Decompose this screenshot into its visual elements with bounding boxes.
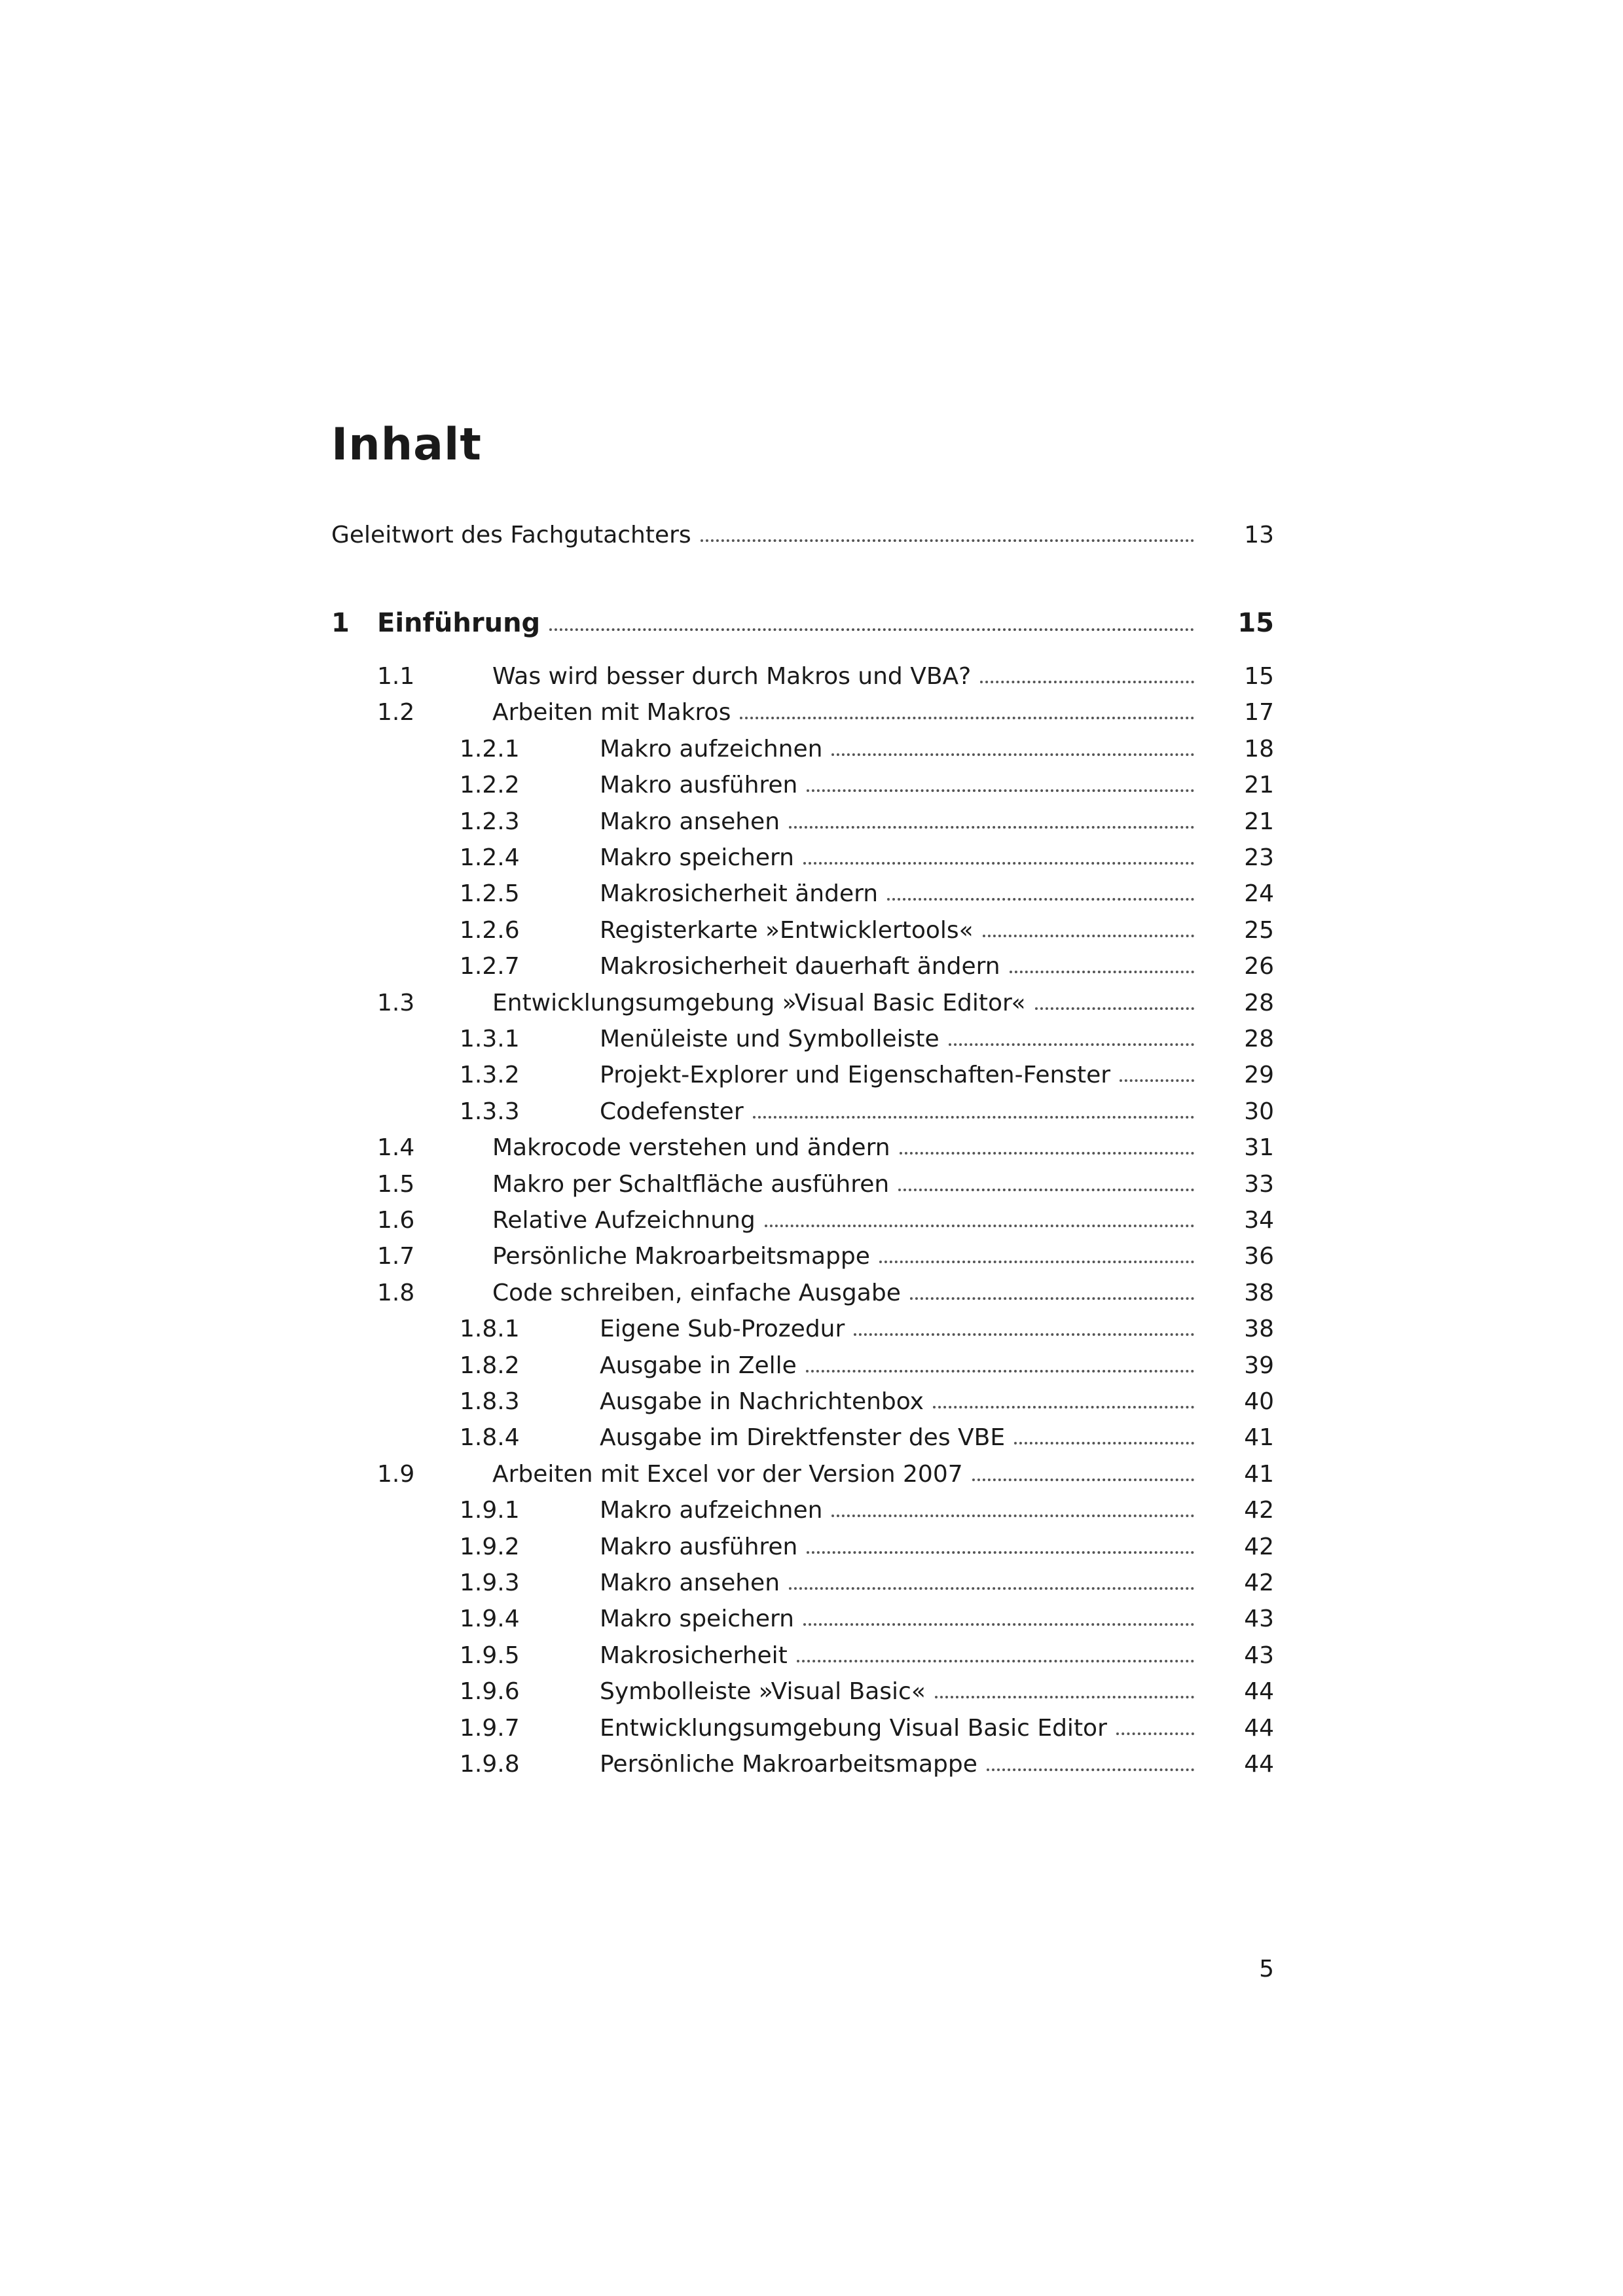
toc-entry xyxy=(331,1486,1274,1522)
toc-entry-title: Projekt-Explorer und Eigenschaften-Fenster xyxy=(600,1062,1111,1088)
toc-entry xyxy=(331,1450,1274,1486)
toc-entry xyxy=(331,942,1274,978)
toc-entry-title: Entwicklungsumgebung Visual Basic Editor xyxy=(600,1715,1107,1742)
toc-entry-title: Makrosicherheit xyxy=(600,1642,788,1669)
toc-entry-title: Makrosicherheit ändern xyxy=(600,880,879,907)
toc-entry xyxy=(331,1304,1274,1341)
toc-entry-page: 17 xyxy=(1244,699,1274,726)
toc-entry xyxy=(331,725,1274,761)
toc-entry-page: 36 xyxy=(1244,1243,1274,1270)
toc-leader-dots xyxy=(1014,1442,1194,1444)
toc-leader-dots xyxy=(1116,1732,1194,1735)
toc-entry-number: 1.9.5 xyxy=(460,1642,520,1669)
toc-leader-dots xyxy=(797,1660,1194,1662)
toc-entry-title: Eigene Sub-Prozedur xyxy=(600,1316,845,1342)
toc-entry-number: 1.3.3 xyxy=(460,1098,520,1125)
toc-leader-dots xyxy=(933,1406,1194,1408)
toc-entry xyxy=(331,1558,1274,1595)
toc-entry-page: 42 xyxy=(1244,1570,1274,1596)
toc-entry xyxy=(331,761,1274,797)
toc-entry xyxy=(331,1631,1274,1668)
toc-entry-number: 1.2.4 xyxy=(460,844,520,871)
toc-leader-dots xyxy=(910,1297,1194,1300)
toc-leader-dots xyxy=(803,1623,1194,1626)
toc-leader-dots xyxy=(854,1333,1194,1336)
toc-entry-title: Geleitwort des Fachgutachters xyxy=(331,522,691,548)
toc-entry-number: 1.2.1 xyxy=(460,736,520,762)
toc-entry-page: 38 xyxy=(1244,1316,1274,1342)
toc-entry-page: 25 xyxy=(1244,917,1274,944)
toc-entry-number: 1.6 xyxy=(377,1207,415,1234)
toc-entry-number: 1.2.2 xyxy=(460,772,520,798)
toc-leader-dots xyxy=(980,681,1194,683)
toc-entry-page: 41 xyxy=(1244,1424,1274,1451)
toc-entry xyxy=(331,1704,1274,1740)
toc-leader-dots xyxy=(1035,1007,1194,1010)
toc-entry-page: 43 xyxy=(1244,1605,1274,1632)
toc-entry-title: Makro ansehen xyxy=(600,1570,780,1596)
toc-entry-title: Makrosicherheit dauerhaft ändern xyxy=(600,953,1000,980)
toc-leader-dots xyxy=(807,1551,1194,1554)
toc-entry xyxy=(331,1014,1274,1051)
toc-entry-number: 1.2.3 xyxy=(460,808,520,835)
toc-entry-page: 39 xyxy=(1244,1352,1274,1379)
toc-entry-title: Menüleiste und Symbolleiste xyxy=(600,1026,939,1052)
toc-entry-title: Persönliche Makroarbeitsmappe xyxy=(600,1751,977,1778)
toc-entry-title: Code schreiben, einfache Ausgabe xyxy=(492,1280,901,1306)
toc-entry xyxy=(331,1740,1274,1776)
toc-entry-number: 1.7 xyxy=(377,1243,415,1270)
toc-entry-number: 1.9.7 xyxy=(460,1715,520,1742)
toc-entry-title: Was wird besser durch Makros und VBA? xyxy=(492,663,972,690)
toc-leader-dots xyxy=(789,826,1194,829)
toc-entry xyxy=(331,1341,1274,1378)
toc-entry xyxy=(331,1232,1274,1268)
toc-entry-number: 1.2.5 xyxy=(460,880,520,907)
toc-leader-dots xyxy=(972,1479,1194,1481)
toc-entry-number: 1.3.2 xyxy=(460,1062,520,1088)
toc-entry xyxy=(331,1196,1274,1232)
toc-entry-page: 23 xyxy=(1244,844,1274,871)
toc-entry-page: 34 xyxy=(1244,1207,1274,1234)
toc-leader-dots xyxy=(806,1370,1194,1372)
toc-entry-number: 1.9.4 xyxy=(460,1605,520,1632)
toc-entry-page: 40 xyxy=(1244,1388,1274,1415)
toc-entry xyxy=(331,1123,1274,1160)
toc-entry-number: 1.9.1 xyxy=(460,1497,520,1524)
toc-leader-dots xyxy=(549,628,1194,631)
toc-entry-page: 29 xyxy=(1244,1062,1274,1088)
toc-entry-page: 30 xyxy=(1244,1098,1274,1125)
toc-leader-dots xyxy=(765,1225,1194,1227)
toc-entry-title: Ausgabe im Direktfenster des VBE xyxy=(600,1424,1006,1451)
toc-entry-title: Makro aufzeichnen xyxy=(600,736,823,762)
toc-entry-title: Arbeiten mit Excel vor der Version 2007 xyxy=(492,1461,963,1488)
toc-entry-number: 1.8.4 xyxy=(460,1424,520,1451)
toc-entry xyxy=(331,1160,1274,1196)
toc-entry-page: 21 xyxy=(1244,808,1274,835)
toc-entry-page: 15 xyxy=(1244,663,1274,690)
toc-entry-page: 18 xyxy=(1244,736,1274,762)
toc-entry-title: Ausgabe in Zelle xyxy=(600,1352,797,1379)
toc-entry-title: Symbolleiste »Visual Basic« xyxy=(600,1678,926,1705)
toc-entry xyxy=(331,1667,1274,1704)
toc-entry xyxy=(331,869,1274,906)
toc-entry-number: 1.5 xyxy=(377,1171,415,1198)
toc-entry-page: 44 xyxy=(1244,1751,1274,1778)
toc-leader-dots xyxy=(807,789,1194,792)
toc-entry-title: Arbeiten mit Makros xyxy=(492,699,731,726)
toc-entry xyxy=(331,978,1274,1015)
toc-entry-title: Ausgabe in Nachrichtenbox xyxy=(600,1388,924,1415)
toc-entry-number: 1.9.6 xyxy=(460,1678,520,1705)
toc-leader-dots xyxy=(898,1189,1194,1191)
toc-entry-number: 1.9 xyxy=(377,1461,415,1488)
toc-leader-dots xyxy=(701,539,1194,542)
toc-entry xyxy=(331,833,1274,870)
toc-entry-number: 1.1 xyxy=(377,663,415,690)
toc-leader-dots xyxy=(900,1152,1194,1155)
toc-entry xyxy=(331,600,1274,636)
toc-leader-dots xyxy=(740,717,1194,719)
toc-entry-page: 31 xyxy=(1244,1134,1274,1161)
toc-entry-page: 42 xyxy=(1244,1534,1274,1560)
toc-entry xyxy=(331,1522,1274,1559)
toc-entry-title: Registerkarte »Entwicklertools« xyxy=(600,917,974,944)
toc-leader-dots xyxy=(983,935,1194,937)
toc-entry xyxy=(331,511,1274,547)
toc-leader-dots xyxy=(887,898,1194,901)
toc-entry xyxy=(331,1377,1274,1414)
toc-entry-number: 1.3.1 xyxy=(460,1026,520,1052)
toc-entry-title: Makro ausführen xyxy=(600,772,798,798)
toc-entry-page: 38 xyxy=(1244,1280,1274,1306)
toc-entry-page: 41 xyxy=(1244,1461,1274,1488)
toc-entry-number: 1.9.2 xyxy=(460,1534,520,1560)
toc-entry-number: 1 xyxy=(331,608,350,638)
toc-entry-page: 42 xyxy=(1244,1497,1274,1524)
toc-entry-title: Makro speichern xyxy=(600,844,794,871)
toc-entry-title: Persönliche Makroarbeitsmappe xyxy=(492,1243,870,1270)
toc-entry-number: 1.4 xyxy=(377,1134,415,1161)
toc-leader-dots xyxy=(1120,1079,1194,1082)
toc-entry-title: Einführung xyxy=(377,608,541,638)
toc-leader-dots xyxy=(803,862,1194,865)
toc-entry-title: Makro ausführen xyxy=(600,1534,798,1560)
toc-entry-title: Makro aufzeichnen xyxy=(600,1497,823,1524)
toc-entry-number: 1.9.8 xyxy=(460,1751,520,1778)
toc-leader-dots xyxy=(935,1696,1194,1698)
toc-leader-dots xyxy=(1010,971,1194,973)
toc-entry-number: 1.8.3 xyxy=(460,1388,520,1415)
toc-entry-page: 21 xyxy=(1244,772,1274,798)
toc-leader-dots xyxy=(949,1043,1194,1046)
toc-entry-page: 44 xyxy=(1244,1715,1274,1742)
page-number: 5 xyxy=(1259,1956,1274,1982)
toc-entry xyxy=(331,1087,1274,1124)
toc-entry-page: 44 xyxy=(1244,1678,1274,1705)
toc-entry-page: 13 xyxy=(1244,522,1274,548)
toc-entry-number: 1.8 xyxy=(377,1280,415,1306)
toc-entry-page: 26 xyxy=(1244,953,1274,980)
toc-entry-number: 1.2 xyxy=(377,699,415,726)
toc-entry-title: Makro ansehen xyxy=(600,808,780,835)
toc-entry xyxy=(331,1050,1274,1087)
toc-entry-title: Makro per Schaltfläche ausführen xyxy=(492,1171,890,1198)
toc-entry-number: 1.3 xyxy=(377,990,415,1016)
toc-entry-number: 1.2.6 xyxy=(460,917,520,944)
toc-entry-number: 1.8.1 xyxy=(460,1316,520,1342)
page-title: Inhalt xyxy=(331,418,482,471)
toc-entry-title: Makro speichern xyxy=(600,1605,794,1632)
toc-leader-dots xyxy=(831,1515,1194,1517)
toc-entry xyxy=(331,797,1274,834)
toc-entry-page: 28 xyxy=(1244,990,1274,1016)
toc-entry-number: 1.9.3 xyxy=(460,1570,520,1596)
toc-entry-title: Entwicklungsumgebung »Visual Basic Editor« xyxy=(492,990,1026,1016)
toc-entry-page: 24 xyxy=(1244,880,1274,907)
toc-entry-page: 28 xyxy=(1244,1026,1274,1052)
toc-leader-dots xyxy=(987,1768,1194,1771)
toc-entry-page: 33 xyxy=(1244,1171,1274,1198)
toc-leader-dots xyxy=(789,1587,1194,1590)
toc-leader-dots xyxy=(879,1261,1194,1263)
toc-entry-title: Relative Aufzeichnung xyxy=(492,1207,756,1234)
toc-entry-number: 1.2.7 xyxy=(460,953,520,980)
toc-leader-dots xyxy=(753,1116,1194,1119)
toc-entry xyxy=(331,906,1274,942)
toc-entry xyxy=(331,652,1274,689)
toc-entry xyxy=(331,688,1274,725)
toc-entry-page: 43 xyxy=(1244,1642,1274,1669)
toc-entry xyxy=(331,1268,1274,1305)
toc-entry-title: Codefenster xyxy=(600,1098,744,1125)
toc-entry xyxy=(331,1594,1274,1631)
toc-entry-page: 15 xyxy=(1237,608,1274,638)
toc-entry-title: Makrocode verstehen und ändern xyxy=(492,1134,890,1161)
toc-entry-number: 1.8.2 xyxy=(460,1352,520,1379)
toc-entry xyxy=(331,1413,1274,1450)
toc-leader-dots xyxy=(831,753,1194,756)
